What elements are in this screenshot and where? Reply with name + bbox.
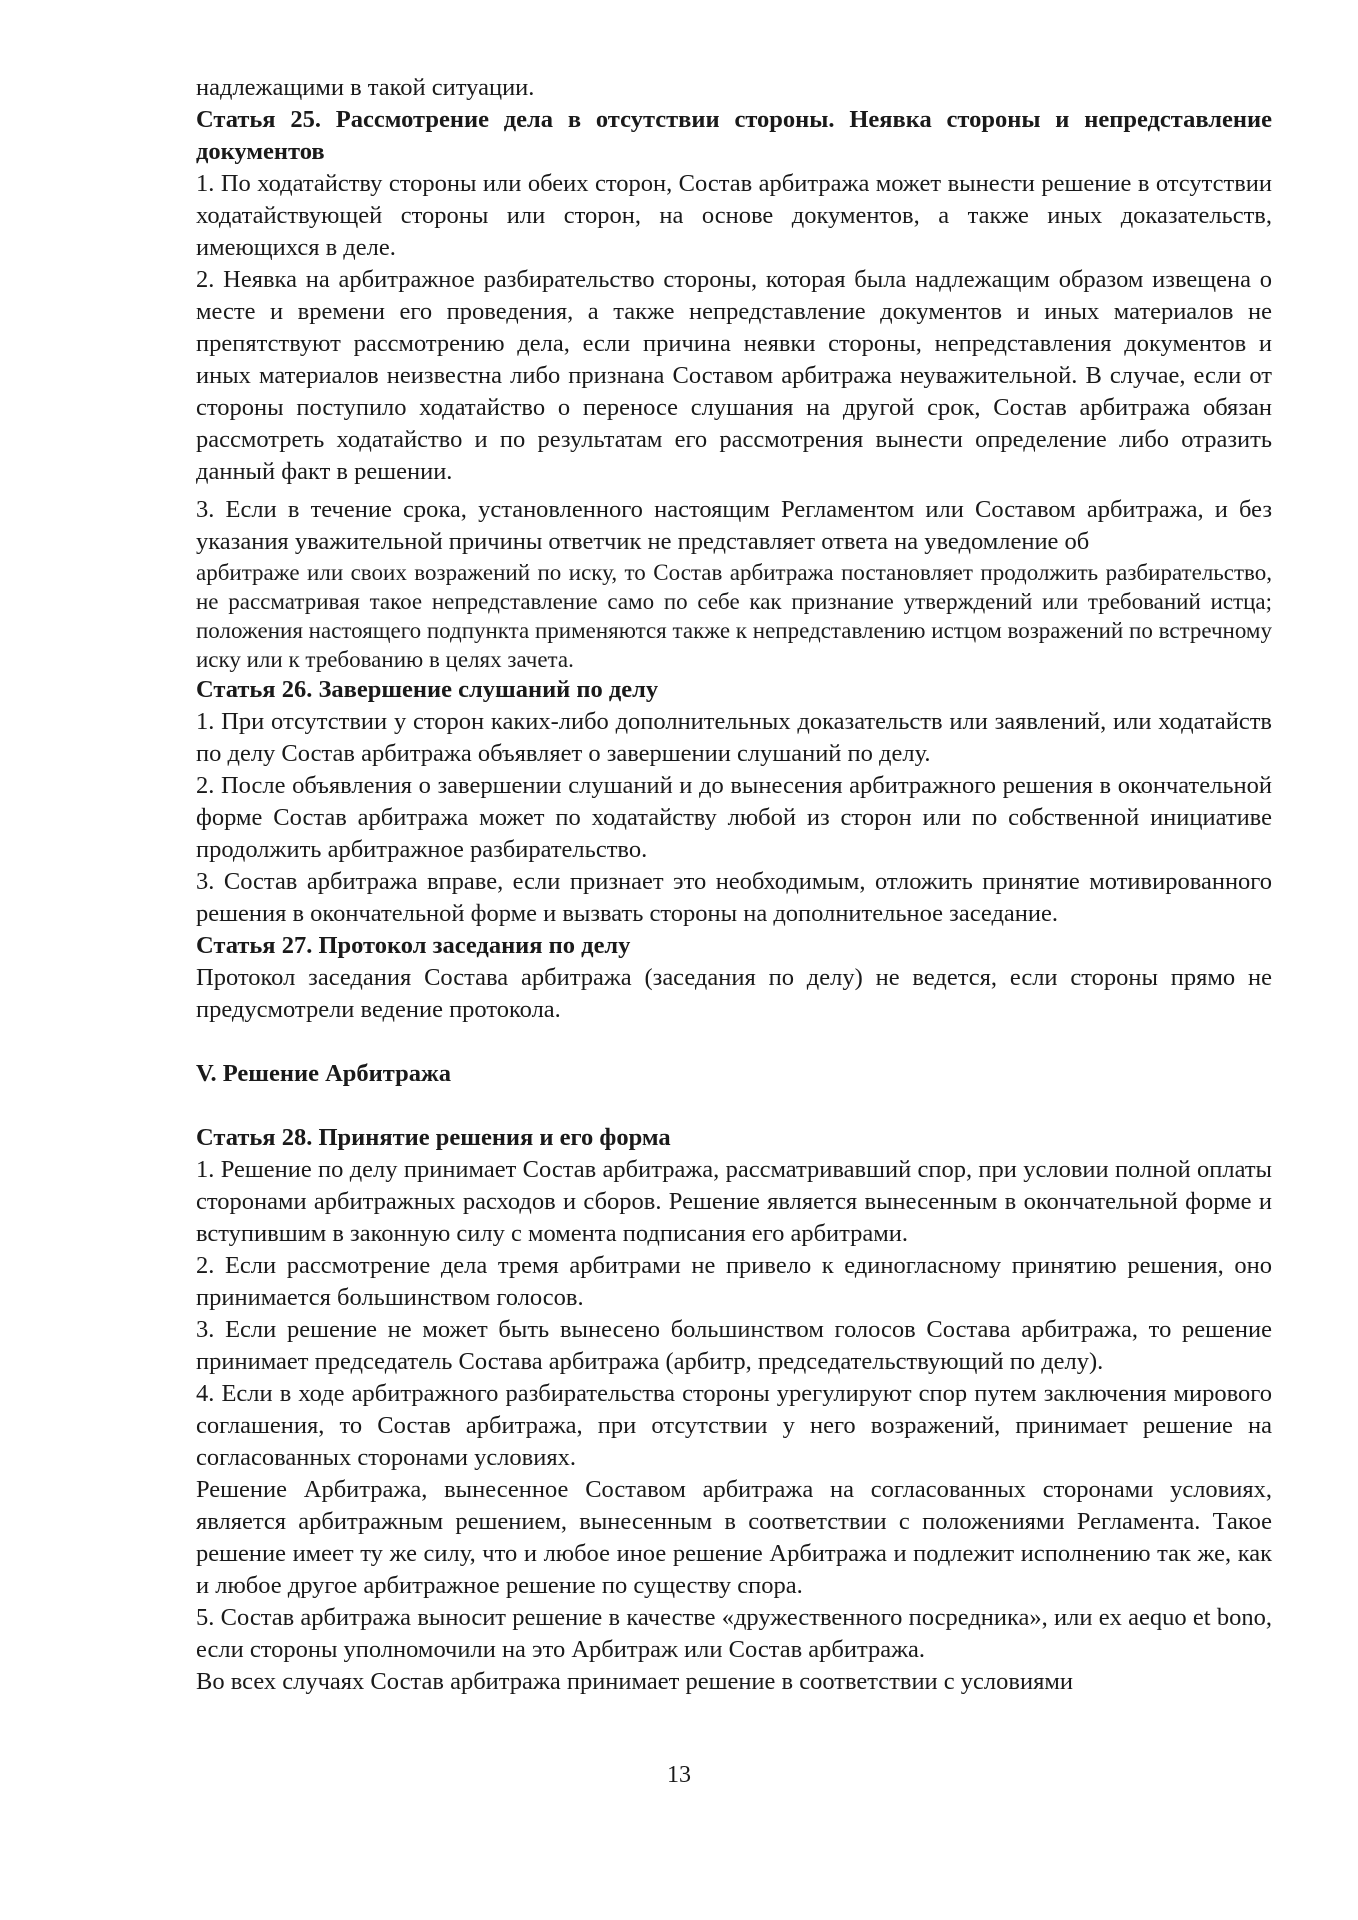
- article-27-title: Статья 27. Протокол заседания по делу: [196, 932, 631, 959]
- article-28-paragraph-4b: Решение Арбитража, вынесенное Составом арбитража на согласованных сторонами условиях, является арбитражным решением, вынесенным в соответствии с положениями Регламента. Такое решение имеет ту же силу, что и любое иное решение Арбитража и подлежит исполнению так же, как и любое другое арбитражное решение по существу спора.: [196, 1476, 1272, 1599]
- article-25-paragraph-1: 1. По ходатайству стороны или обеих сторон, Состав арбитража может вынести решение в отсутствии ходатайствующей стороны или сторон, на основе документов, а также иных доказательств, имеющихся в деле.: [196, 170, 1272, 261]
- article-26-paragraph-3: 3. Состав арбитража вправе, если признает это необходимым, отложить принятие мотивированного решения в окончательной форме и вызвать стороны на дополнительное заседание.: [196, 868, 1272, 927]
- article-25-title: Статья 25. Рассмотрение дела в отсутствии стороны. Неявка стороны и непредставление документов: [196, 106, 1272, 165]
- section-5-title: V. Решение Арбитража: [196, 1060, 452, 1087]
- article-28-paragraph-1: 1. Решение по делу принимает Состав арбитража, рассматривавший спор, при условии полной оплаты сторонами арбитражных расходов и сборов. Решение является вынесенным в окончательной форме и вступившим в законную силу с момента подписания его арбитрами.: [196, 1156, 1272, 1247]
- article-25-paragraph-3b: арбитраже или своих возражений по иску, то Состав арбитража постановляет продолжить разбирательство, не рассматривая такое непредставление само по себе как признание утверждений или требований истца; положения настоящего подпункта применяются также к непредставлению истцом возражений по встречному иску или к требованию в целях зачета.: [196, 560, 1272, 672]
- article-26-paragraph-2: 2. После объявления о завершении слушаний и до вынесения арбитражного решения в окончательной форме Состав арбитража может по ходатайству любой из сторон или по собственной инициативе продолжить арбитражное разбирательство.: [196, 772, 1272, 863]
- page-number: 13: [667, 1762, 691, 1788]
- article-26-paragraph-1: 1. При отсутствии у сторон каких-либо дополнительных доказательств или заявлений, или ходатайств по делу Состав арбитража объявляет о завершении слушаний по делу.: [196, 708, 1272, 767]
- article-28-paragraph-3: 3. Если решение не может быть вынесено большинством голосов Состава арбитража, то решение принимает председатель Состава арбитража (арбитр, председательствующий по делу).: [196, 1316, 1272, 1375]
- article-25-paragraph-3a: 3. Если в течение срока, установленного настоящим Регламентом или Составом арбитража, и без указания уважительной причины ответчик не представляет ответа на уведомление об: [196, 496, 1272, 555]
- article-28-paragraph-6: Во всех случаях Состав арбитража принимает решение в соответствии с условиями: [196, 1668, 1073, 1695]
- article-26-title: Статья 26. Завершение слушаний по делу: [196, 676, 659, 703]
- intro-line: надлежащими в такой ситуации.: [196, 74, 535, 101]
- document-page: [196, 72, 1272, 1698]
- article-25-paragraph-2: 2. Неявка на арбитражное разбирательство стороны, которая была надлежащим образом извещена о месте и времени его проведения, а также непредставление документов и иных материалов не препятствуют рассмотрению дела, если причина неявки стороны, непредставления документов и иных материалов неизвестна либо признана Составом арбитража неуважительной. В случае, если от стороны поступило ходатайство о переносе слушания на другой срок, Состав арбитража обязан рассмотреть ходатайство и по результатам его рассмотрения вынести определение либо отразить данный факт в решении.: [196, 266, 1272, 485]
- article-28-paragraph-4: 4. Если в ходе арбитражного разбирательства стороны урегулируют спор путем заключения мирового соглашения, то Состав арбитража, при отсутствии у него возражений, принимает решение на согласованных сторонами условиях.: [196, 1380, 1272, 1471]
- article-28-paragraph-2: 2. Если рассмотрение дела тремя арбитрами не привело к единогласному принятию решения, оно принимается большинством голосов.: [196, 1252, 1272, 1311]
- article-28-paragraph-5: 5. Состав арбитража выносит решение в качестве «дружественного посредника», или ex aequo et bono, если стороны уполномочили на это Арбитраж или Состав арбитража.: [196, 1604, 1272, 1663]
- article-27-paragraph-1: Протокол заседания Состава арбитража (заседания по делу) не ведется, если стороны прямо не предусмотрели ведение протокола.: [196, 964, 1272, 1023]
- article-28-title: Статья 28. Принятие решения и его форма: [196, 1124, 671, 1151]
